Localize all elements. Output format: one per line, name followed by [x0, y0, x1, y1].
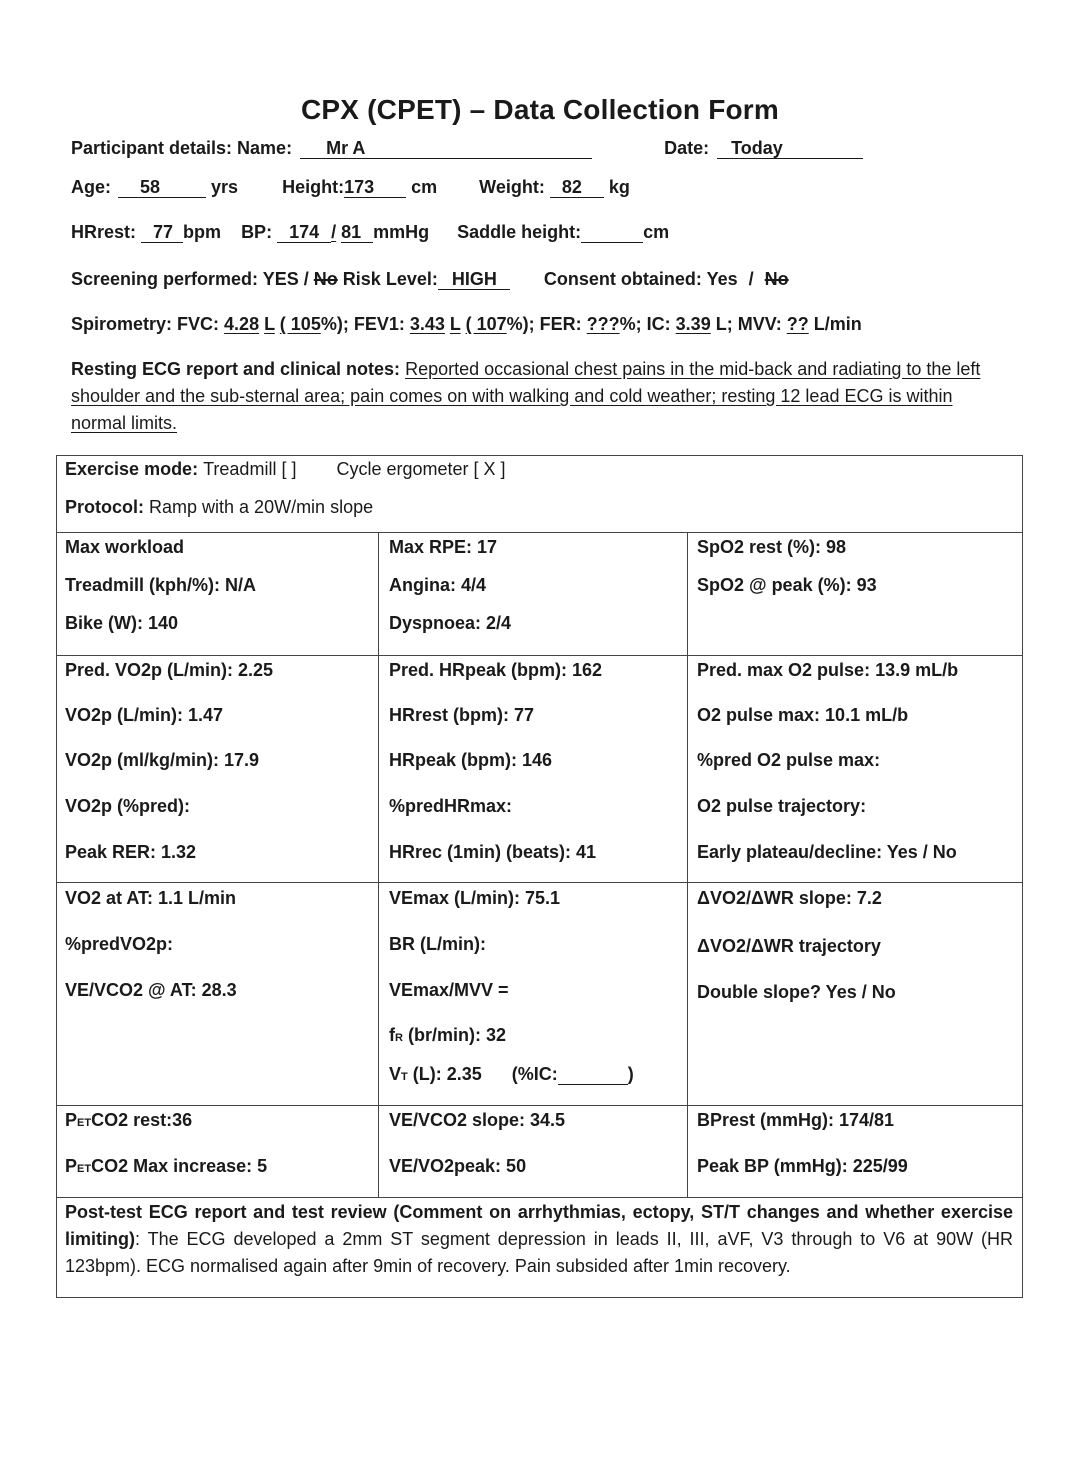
vo2p-lmin: VO2p (L/min): 1.47	[65, 705, 224, 725]
vemax: VEmax (L/min): 75.1	[389, 888, 561, 908]
form-title: CPX (CPET) – Data Collection Form	[301, 94, 779, 125]
vt-prefix: V	[389, 1064, 402, 1084]
table-divider	[56, 1197, 1023, 1198]
petco2-prefix: P	[65, 1156, 78, 1176]
vitals-row	[71, 222, 669, 243]
exercise-mode-row	[65, 459, 506, 480]
ic-value: 3.39	[675, 314, 711, 334]
pred-hrpeak: Pred. HRpeak (bpm): 162	[389, 660, 603, 680]
spirometry-row	[71, 314, 862, 335]
bp-unit: mmHg	[373, 222, 430, 242]
bp-dia-value: 81	[341, 222, 362, 242]
fev1-tail: %); FER:	[506, 314, 582, 334]
screening-yes: YES /	[262, 269, 309, 289]
petco2-max	[65, 1156, 267, 1177]
fr-sub: R	[395, 1032, 403, 1044]
saddle-field[interactable]	[581, 222, 643, 243]
hrrest-unit: bpm	[183, 222, 222, 242]
fev1-value: 3.43	[409, 314, 445, 334]
table-divider	[56, 532, 1023, 533]
petco2-max-text: CO2 Max increase: 5	[91, 1156, 268, 1176]
participant-label: Participant details: Name:	[71, 138, 293, 158]
age-label: Age:	[71, 177, 111, 197]
height-label: Height:	[282, 177, 345, 197]
bp-sys-value: 174	[289, 222, 320, 242]
treadmill-workload: Treadmill (kph/%): N/A	[65, 575, 257, 595]
early-plateau: Early plateau/decline: Yes / No	[697, 842, 957, 862]
screening-row	[71, 269, 789, 290]
mvv-value: ??	[786, 314, 809, 334]
petco2-rest	[65, 1110, 192, 1131]
peak-rer: Peak RER: 1.32	[65, 842, 197, 862]
consent-yes: Yes	[706, 269, 738, 289]
bike-workload: Bike (W): 140	[65, 613, 179, 633]
tidal-volume	[389, 1064, 634, 1085]
pred-o2-pulse-max: %pred O2 pulse max:	[697, 750, 881, 770]
resting-ecg-notes	[71, 356, 1003, 437]
exercise-mode-label: Exercise mode:	[65, 459, 199, 479]
max-rpe: Max RPE: 17	[389, 537, 498, 557]
cycle-option[interactable]: Cycle ergometer [ X ]	[336, 459, 506, 479]
saddle-unit: cm	[643, 222, 670, 242]
post-test-text[interactable]: : The ECG developed a 2mm ST segment depression in leads II, III, aVF, V3 through to V6 at 90W (HR 123bpm). ECG normalised again after 9min of recovery. Pain subsided after 1min recovery.	[65, 1229, 1013, 1276]
consent-sep: /	[748, 269, 754, 289]
double-slope: Double slope? Yes / No	[697, 982, 896, 1002]
breathing-reserve: BR (L/min):	[389, 934, 486, 954]
o2-pulse-trajectory: O2 pulse trajectory:	[697, 796, 867, 816]
fev1-pct: ( 107	[465, 314, 507, 334]
screening-label: Screening performed:	[71, 269, 259, 289]
vemax-mvv: VEmax/MVV =	[389, 980, 509, 1000]
height-unit: cm	[411, 177, 438, 197]
vo2p-pctpred: VO2p (%pred):	[65, 796, 191, 816]
weight-label: Weight:	[479, 177, 545, 197]
vt-rest: (L): 2.35	[407, 1064, 482, 1084]
consent-label: Consent obtained:	[543, 269, 702, 289]
weight-value: 82	[561, 177, 582, 197]
table-divider	[56, 655, 1023, 656]
table-divider	[56, 882, 1023, 883]
petco2-prefix: P	[65, 1110, 78, 1130]
vt-ic-field[interactable]	[558, 1064, 628, 1085]
weight-unit: kg	[608, 177, 630, 197]
vo2p-mlkgmin: VO2p (ml/kg/min): 17.9	[65, 750, 260, 770]
bp-sys-field[interactable]	[277, 222, 331, 243]
hrrest-label: HRrest:	[71, 222, 137, 242]
fer-value: ???	[586, 314, 620, 334]
protocol-value: Ramp with a 20W/min slope	[149, 497, 374, 517]
demographics-row	[71, 177, 630, 198]
pred-hrmax: %predHRmax:	[389, 796, 513, 816]
hrrest-value: 77	[153, 222, 174, 242]
table-divider	[56, 1105, 1023, 1106]
date-field[interactable]	[717, 138, 863, 159]
fer-tail: %; IC:	[619, 314, 671, 334]
date-value: Today	[731, 138, 783, 158]
angina: Angina: 4/4	[389, 575, 487, 595]
bp-separator: /	[331, 222, 337, 242]
bp-rest: BPrest (mmHg): 174/81	[697, 1110, 895, 1130]
fr-prefix: f	[389, 1025, 395, 1045]
post-test-review	[65, 1199, 1013, 1280]
notes-text[interactable]: Reported occasional chest pains in the mid-back and radiating to the left shoulder and the sub-sternal area; pain comes on with walking and cold weather; resting 12 lead ECG is within normal limits.	[71, 359, 981, 433]
petco2-rest-text: CO2 rest:36	[91, 1110, 193, 1130]
date-label: Date:	[664, 138, 710, 158]
participant-row	[71, 138, 863, 159]
hrrest-field[interactable]	[141, 222, 183, 243]
notes-label: Resting ECG report and clinical notes:	[71, 359, 401, 379]
vt-ic-label: (%IC:	[511, 1064, 558, 1084]
bp-dia-field[interactable]	[341, 222, 373, 243]
treadmill-option[interactable]: Treadmill [ ]	[203, 459, 297, 479]
risk-label: Risk Level:	[342, 269, 438, 289]
ve-vco2-slope: VE/VCO2 slope: 34.5	[389, 1110, 566, 1130]
ve-vo2-peak: VE/VO2peak: 50	[389, 1156, 527, 1176]
peak-bp: Peak BP (mmHg): 225/99	[697, 1156, 908, 1176]
weight-field[interactable]	[550, 177, 604, 198]
spo2-rest: SpO2 rest (%): 98	[697, 537, 847, 557]
risk-field[interactable]	[438, 269, 510, 290]
fr-rest: (br/min): 32	[402, 1025, 506, 1045]
petco2-sub: ET	[77, 1163, 92, 1175]
hrrest-bpm: HRrest (bpm): 77	[389, 705, 535, 725]
risk-value: HIGH	[451, 269, 497, 289]
height-field[interactable]	[344, 177, 406, 198]
name-field[interactable]	[300, 138, 592, 159]
fvc-pct: ( 105	[279, 314, 321, 334]
hrpeak-bpm: HRpeak (bpm): 146	[389, 750, 553, 770]
mvv-unit: L/min	[813, 314, 862, 334]
height-value: 173	[344, 177, 375, 197]
pred-o2-pulse: Pred. max O2 pulse: 13.9 mL/b	[697, 660, 959, 680]
protocol-label: Protocol:	[65, 497, 144, 517]
fev1-unit: L	[449, 314, 461, 334]
o2-pulse-max: O2 pulse max: 10.1 mL/b	[697, 705, 909, 725]
age-unit: yrs	[211, 177, 239, 197]
respiratory-frequency	[389, 1025, 506, 1046]
saddle-label: Saddle height:	[457, 222, 582, 242]
ve-vco2-at: VE/VCO2 @ AT: 28.3	[65, 980, 237, 1000]
dyspnoea: Dyspnoea: 2/4	[389, 613, 512, 633]
vt-sub: T	[401, 1071, 408, 1083]
vt-close: )	[627, 1064, 634, 1084]
dvo2-dwr-trajectory: ΔVO2/ΔWR trajectory	[697, 936, 881, 956]
screening-no: No	[313, 269, 338, 289]
max-workload-heading: Max workload	[65, 537, 185, 557]
protocol-row	[65, 497, 373, 518]
consent-no: No	[764, 269, 789, 289]
column-divider	[687, 532, 688, 1197]
vo2-at: VO2 at AT: 1.1 L/min	[65, 888, 237, 908]
name-value: Mr A	[326, 138, 366, 158]
pred-vo2p: Pred. VO2p (L/min): 2.25	[65, 660, 274, 680]
petco2-sub: ET	[77, 1117, 92, 1129]
ic-tail: L; MVV:	[715, 314, 782, 334]
fvc-tail: %); FEV1:	[320, 314, 405, 334]
spirometry-label: Spirometry: FVC:	[71, 314, 220, 334]
age-field[interactable]	[118, 177, 206, 198]
column-divider	[378, 532, 379, 1197]
fvc-unit: L	[264, 314, 275, 334]
hrrec: HRrec (1min) (beats): 41	[389, 842, 597, 862]
post-test-label: Post-test ECG report and test review (Comment on arrhythmias, ectopy, ST/T changes and whether exercise limiting)	[65, 1202, 1013, 1249]
bp-label: BP:	[241, 222, 273, 242]
age-value: 58	[140, 177, 161, 197]
spo2-peak: SpO2 @ peak (%): 93	[697, 575, 877, 595]
dvo2-dwr-slope: ΔVO2/ΔWR slope: 7.2	[697, 888, 882, 908]
pred-vo2p: %predVO2p:	[65, 934, 174, 954]
fvc-value: 4.28	[224, 314, 260, 334]
